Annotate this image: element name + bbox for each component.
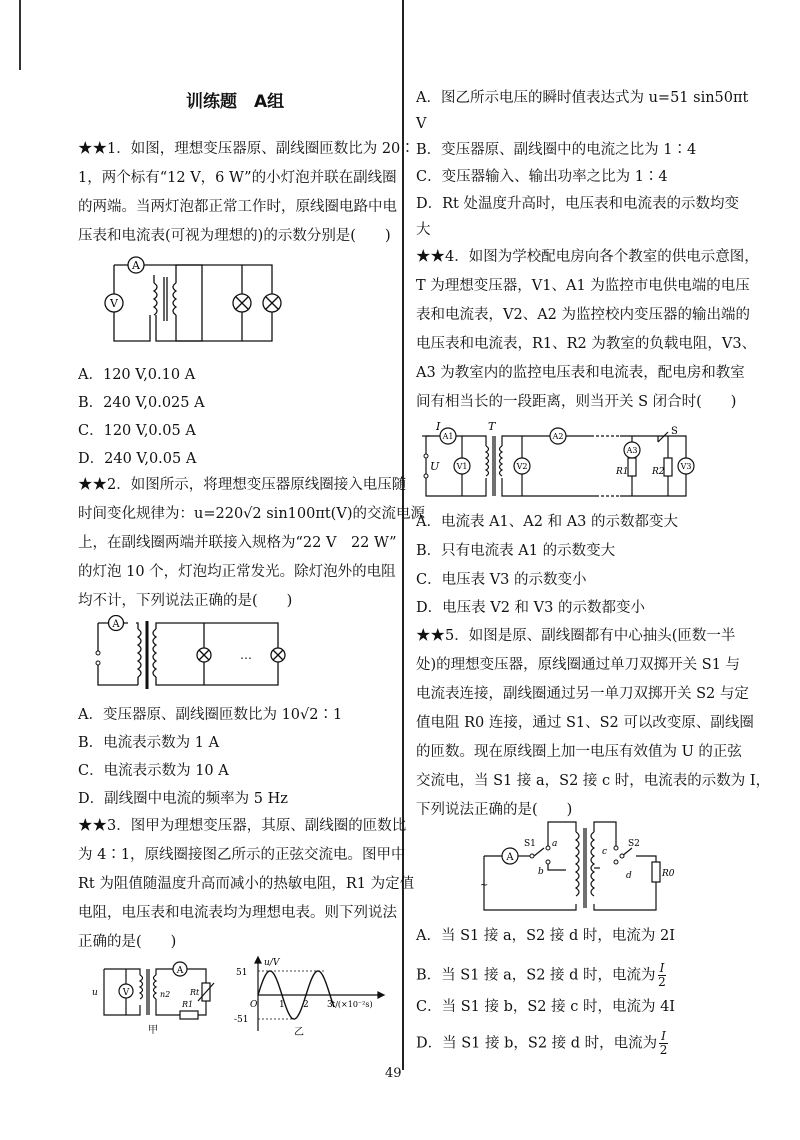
question-text-line: ★★1．如图，理想变压器原、副线圈匝数比为 20∶	[78, 141, 415, 157]
r1-label: R1	[616, 467, 629, 477]
x-axis-label: t/(×10⁻²s)	[332, 1000, 373, 1009]
q3-ammeter	[173, 962, 187, 976]
q2-lamp-1	[197, 648, 211, 662]
option-a: A．图乙所示电压的瞬时值表达式为 u=51 sin50πt	[416, 90, 749, 106]
r1-label: R1	[182, 1000, 194, 1009]
ammeter-label: A	[176, 966, 184, 976]
voltage-label: U	[430, 460, 440, 473]
q2-ammeter	[109, 616, 124, 631]
q4-voltmeter-v1	[454, 458, 470, 474]
a3-label: A3	[626, 446, 638, 455]
fraction-numerator: I	[659, 961, 665, 975]
x-tick: 3	[327, 1000, 333, 1010]
option-d-text: D．当 S1 接 b，S2 接 d 时，电流为	[416, 1035, 658, 1052]
s2-label: S2	[628, 839, 640, 849]
c-label: c	[602, 847, 608, 857]
option-c: C．当 S1 接 b，S2 接 c 时，电流为 4I	[416, 999, 676, 1015]
y-axis-label: u/V	[264, 958, 280, 968]
x-tick: 1	[279, 1000, 285, 1010]
ammeter-label: A	[506, 852, 514, 863]
question-text-line: 的匝数。现在原线圈上加一电压有效值为 U 的正弦	[416, 744, 742, 760]
d-label: d	[626, 871, 632, 881]
q1-voltmeter	[105, 294, 123, 312]
question-text-line: 压表和电流表(可视为理想的)的示数分别是( )	[78, 228, 391, 244]
question-text-line: 的两端。当两灯泡都正常工作时，原线圈电路中电	[78, 199, 397, 215]
question-text-line: 均不计，下列说法正确的是( )	[78, 593, 293, 609]
question-text-line: Rt 为阻值随温度升高而减小的热敏电阻，R1 为定值	[78, 876, 415, 892]
v1-label: V1	[456, 462, 468, 471]
svg-text:~: ~	[480, 880, 489, 891]
page-edge-line	[19, 0, 21, 70]
origin-label: O	[250, 1000, 258, 1010]
section-title: 训练题 A组	[186, 92, 285, 112]
q4-ammeter-a1	[440, 428, 456, 444]
q4-voltmeter-v3	[678, 458, 694, 474]
question-text-line: 交流电，当 S1 接 a，S2 接 c 时，电流表的示数为 I，	[416, 773, 771, 789]
r0-label: R0	[662, 869, 675, 879]
b-label: b	[538, 867, 544, 877]
q4-voltmeter-v2	[514, 458, 530, 474]
figure-label-jia: 甲	[148, 1025, 158, 1036]
fraction-denominator: 2	[659, 1043, 668, 1057]
rt-label: Rt	[190, 988, 200, 997]
option-a: A．变压器原、副线圈匝数比为 10√2∶1	[78, 707, 343, 723]
option-b: B．变压器原、副线圈中的电流之比为 1∶4	[416, 142, 697, 158]
v2-label: V2	[516, 462, 528, 471]
svg-text:…: …	[240, 648, 252, 662]
column-divider	[402, 0, 404, 1070]
option-b-text: B．当 S1 接 a，S2 接 d 时，电流为	[416, 967, 656, 984]
fraction	[658, 962, 667, 989]
r2-label: R2	[652, 467, 665, 477]
option-a: A．当 S1 接 a，S2 接 d 时，电流为 2I	[416, 928, 675, 944]
question-text-line: 1，两个标有“12 V，6 W”的小灯泡并联在副线圈	[78, 170, 397, 186]
question-text-line: ★★5．如图是原、副线圈都有中心抽头(匝数一半	[416, 628, 736, 644]
option-d: D．240 V,0.05 A	[78, 451, 197, 467]
q5-ammeter	[502, 848, 518, 864]
q4-ammeter-a3	[624, 442, 640, 458]
q3-circuit-jia	[90, 955, 215, 1037]
fraction	[659, 1030, 668, 1057]
question-text-line: 的灯泡 10 个，灯泡均正常发光。除灯泡外的电阻	[78, 564, 396, 580]
option-b: B．电流表示数为 1 A	[78, 735, 220, 751]
y-tick-min: -51	[234, 1015, 249, 1025]
option-c: C．变压器输入、输出功率之比为 1∶4	[416, 169, 668, 185]
q5-circuit-diagram	[476, 818, 676, 918]
question-text-line: 表和电流表，V2、A2 为监控校内变压器的输出端的	[416, 307, 751, 323]
q2-circuit-diagram	[92, 615, 292, 695]
option-d: D．Rt 处温度升高时，电压表和电流表的示数均变	[416, 196, 739, 212]
ammeter-label: A	[112, 619, 120, 630]
voltmeter-label: V	[110, 297, 118, 310]
option-d: D．副线圈中电流的频率为 5 Hz	[78, 791, 288, 807]
q4-ammeter-a2	[550, 428, 566, 444]
option-b	[416, 962, 666, 989]
question-text-line: 时间变化规律为：u=220√2 sin100πt(V)的交流电源	[78, 506, 425, 522]
x-tick: 2	[303, 1000, 309, 1010]
option-a: A．120 V,0.10 A	[78, 367, 196, 383]
q1-lamp-1	[233, 294, 251, 312]
option-b: B．只有电流表 A1 的示数变大	[416, 543, 616, 559]
q2-lamp-2	[271, 648, 285, 662]
option-a: A．电流表 A1、A2 和 A3 的示数都变大	[416, 514, 678, 530]
transformer-label: T	[488, 420, 496, 433]
option-b: B．240 V,0.025 A	[78, 395, 205, 411]
option-a-continued: V	[416, 116, 427, 132]
question-text-line: 处)的理想变压器，原线圈通过单刀双掷开关 S1 与	[416, 657, 741, 673]
question-text-line: 正确的是( )	[78, 934, 177, 950]
y-tick-max: 51	[236, 968, 248, 978]
q3-voltmeter	[119, 984, 133, 998]
a-label: a	[552, 839, 558, 849]
question-text-line: 电压表和电流表，R1、R2 为教室的负载电阻，V3、	[416, 336, 757, 352]
q1-circuit-diagram	[92, 255, 302, 355]
option-c: C．120 V,0.05 A	[78, 423, 196, 439]
option-d-continued: 大	[416, 222, 431, 238]
question-text-line: ★★2．如图所示，将理想变压器原线圈接入电压随	[78, 477, 407, 493]
fraction-denominator: 2	[658, 975, 666, 989]
q4-circuit-diagram	[416, 418, 716, 503]
q3-graph-yi	[228, 955, 403, 1037]
question-text-line: ★★3．图甲为理想变压器，其原、副线圈的匝数比	[78, 818, 407, 834]
q1-ammeter	[128, 257, 144, 273]
question-text-line: 上，在副线圈两端并联接入规格为“22 V 22 W”	[78, 535, 397, 551]
question-text-line: 间有相当长的一段距离，则当开关 S 闭合时( )	[416, 394, 737, 410]
switch-label: S	[671, 426, 678, 437]
voltmeter-label: V	[122, 988, 130, 998]
question-text-line: 值电阻 R0 连接，通过 S1、S2 可以改变原、副线圈	[416, 715, 754, 731]
question-text-line: 电阻，电压表和电流表均为理想电表。则下列说法	[78, 905, 397, 921]
q1-lamp-2	[263, 294, 281, 312]
question-text-line: 电流表连接，副线圈通过另一单刀双掷开关 S2 与定	[416, 686, 749, 702]
question-text-line: T 为理想变压器，V1、A1 为监控市电供电端的电压	[416, 278, 750, 294]
u-label: u	[92, 988, 98, 998]
current-label: I	[436, 420, 441, 433]
n2-label: n2	[160, 990, 171, 999]
figure-label-yi: 乙	[294, 1027, 304, 1037]
page-number: 49	[385, 1066, 402, 1081]
option-d	[416, 1030, 668, 1057]
question-text-line: 为 4∶1，原线圈接图乙所示的正弦交流电。图甲中	[78, 847, 406, 863]
ammeter-label: A	[132, 259, 140, 272]
a1-label: A1	[442, 432, 454, 441]
option-c: C．电压表 V3 的示数变小	[416, 572, 587, 588]
a2-label: A2	[552, 432, 564, 441]
s1-label: S1	[524, 839, 536, 849]
fraction-numerator: I	[661, 1029, 666, 1043]
question-text-line: 下列说法正确的是( )	[416, 802, 573, 818]
v3-label: V3	[680, 462, 692, 471]
option-c: C．电流表示数为 10 A	[78, 763, 229, 779]
option-d: D．电压表 V2 和 V3 的示数都变小	[416, 600, 645, 616]
question-text-line: A3 为教室内的监控电压表和电流表，配电房和教室	[416, 365, 745, 381]
question-text-line: ★★4．如图为学校配电房向各个教室的供电示意图，	[416, 249, 759, 265]
